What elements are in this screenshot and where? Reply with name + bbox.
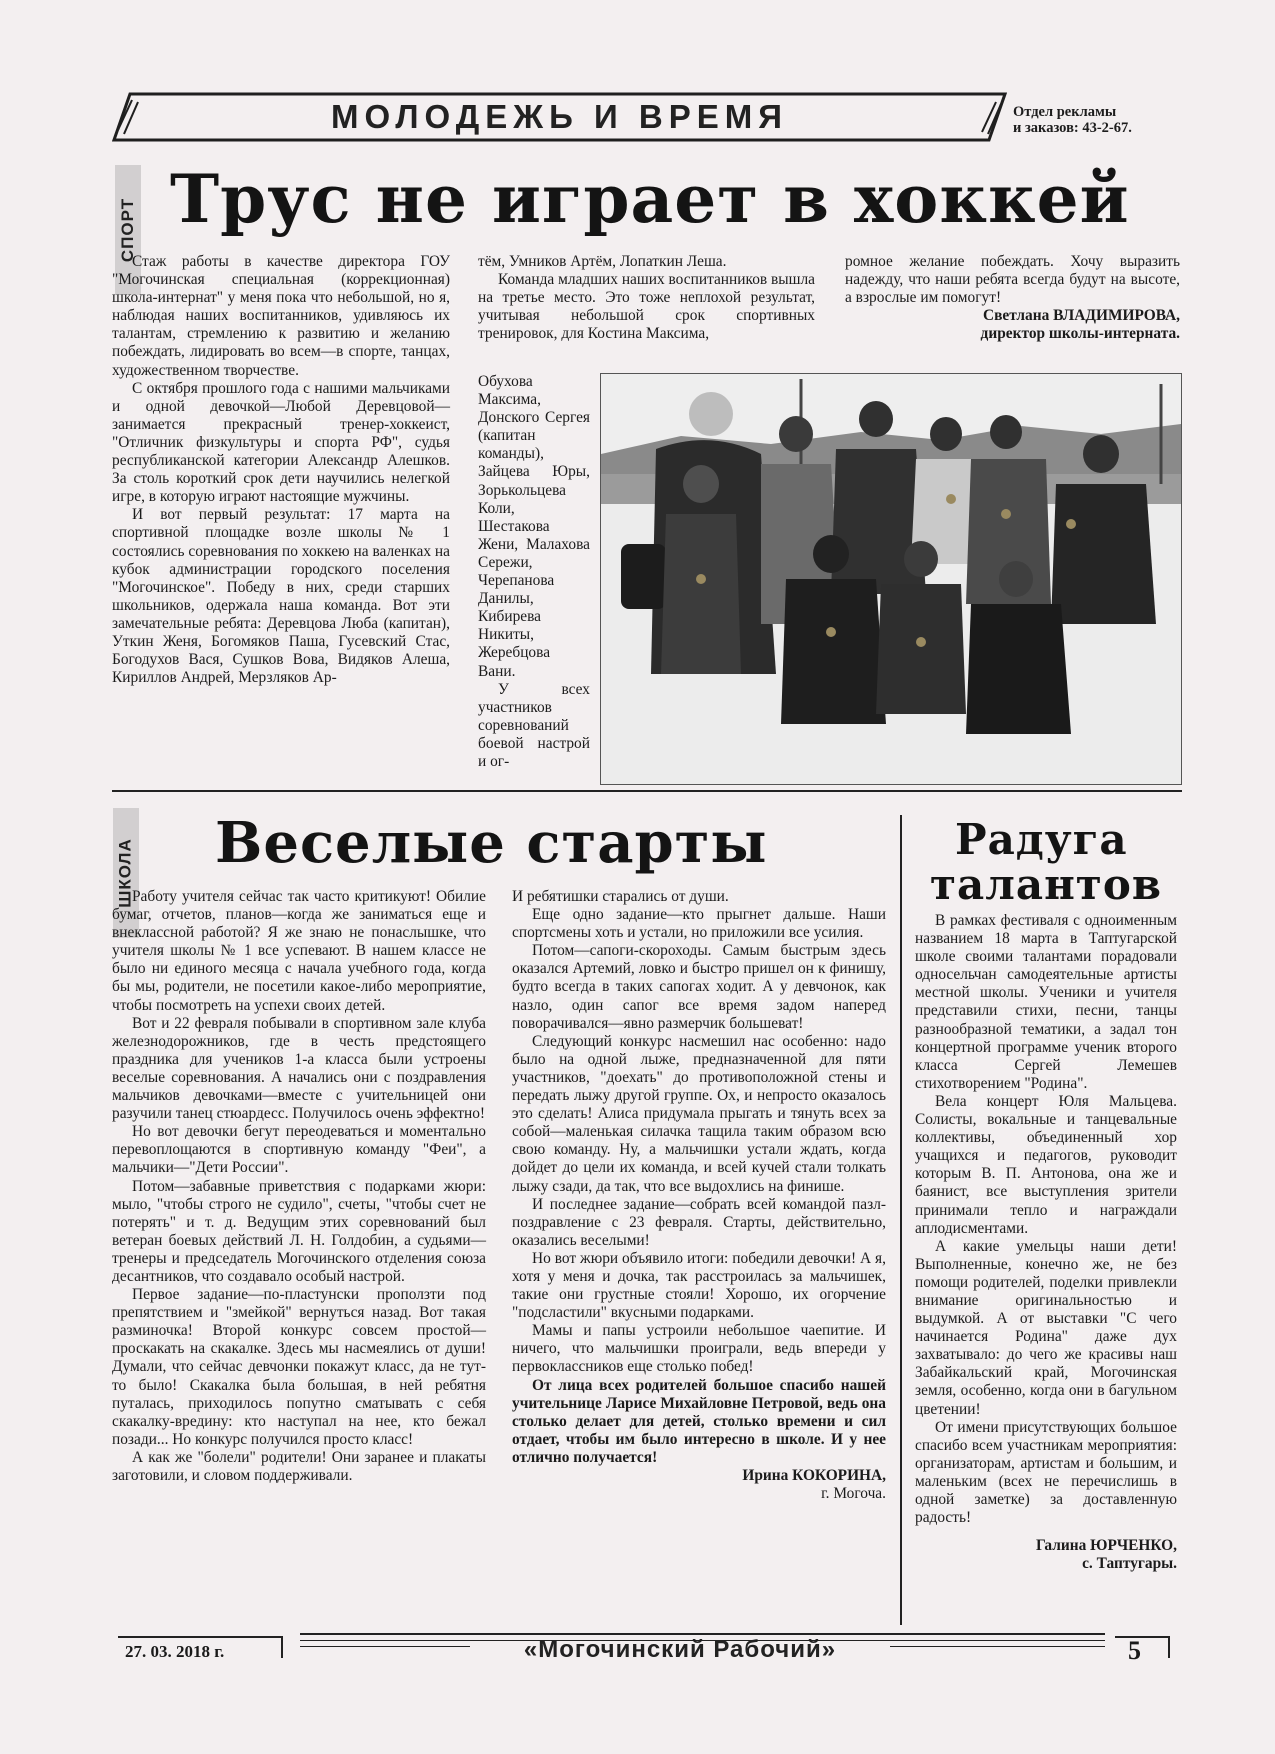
paragraph: И последнее задание—собрать всей командой пазл-поздравление с 23 февраля. Старты, действительно, оказались веселыми! [512, 1195, 886, 1249]
paragraph: В рамках фестиваля с одноименным названием 18 марта в Таптугарской школе своими талантами порадовали односельчан самодеятельные артисты местной школы. Ученики и учителя представили стихи, песни, танцы разнообразной тематики, а задал тон концертной программе ученик второго класса Сергей Лемешев стихотворением "Родина". [915, 912, 1177, 1092]
article1-col2-top [478, 253, 815, 343]
paragraph: И вот первый результат: 17 марта на спортивной площадке возле школы № 1 состоялись соревнования по хоккею на валенках на кубок администрации городского поселения "Могочинское". Победу в них, среди старших школьников, одержала наша команда. Вот эти замечательные ребята: Деревцова Люба (капитан), Уткин Женя, Богомяков Паша, Гусевский Стас, Богодухов Вася, Сушков Вова, Видяков Алеша, Кириллов Андрей, Мерзляков Ар- [112, 506, 450, 687]
footer-rule-mid4 [890, 1646, 1105, 1647]
footer-rule-left [118, 1636, 283, 1638]
section-tag-label: ШКОЛА [116, 838, 135, 908]
paragraph: Следующий конкурс насмешил нас особенно: надо было на одной лыже, предназначенной для пяти участников, "доехать" до противоположной стены и передать лыжу другой группе. Ох, и непросто оказалось это сделать! Алиса придумала прыгать и тянуть всех за собой—маленькая силачка тащила таким образом всю свою команду. Ну, а мальчишки устали ждать, когда дойдет до цели их команда, и всей кучей стали толкать лыжу сзади, да так, что все выдохлись на финише. [512, 1032, 886, 1195]
divider-line [112, 790, 1182, 792]
column-divider [900, 815, 902, 1625]
footer-rule-mid [300, 1633, 1105, 1635]
paragraph: Работу учителя сейчас так часто критикуют! Обилие бумаг, отчетов, планов—когда же заниматься еще и внеклассной работой? Я же знаю не понаслышке, что учителя школы № 1 все успевают. В нашем классе не было ни единого месяца с начала учебного года, когда бы мы, родители, не посетили какое-либо мероприятие, чтобы посмотреть на успехи своих детей. [112, 888, 486, 1014]
paragraph: Стаж работы в качестве директора ГОУ "Могочинская специальная (коррекционная) школа-интернат" у меня пока что небольшой, но я, наблюдая наших воспитанников, удивляюсь их талантам, стремлению к развитию и желанию побеждать, лидировать во всем—в спорте, танцах, художественном творчестве. [112, 253, 450, 379]
signature-place: г. Могоча. [821, 1485, 886, 1503]
signature-name: Галина ЮРЧЕНКО, [1035, 1537, 1177, 1555]
paragraph: Но вот девочки бегут переодеваться и моментально перевоплощаются в спортивную команду "Феи", а мальчики—"Дети России". [112, 1123, 486, 1177]
signature-place: с. Таптугары. [1082, 1555, 1177, 1573]
paragraph: Потом—забавные приветствия с подарками жюри: мыло, "чтобы строго не судило", счеты, "чтобы счет не потерять" и т. д. Ведущим этих соревнований был ветеран боевых действий Л. Н. Голдобин, а судьями—тренеры и председатель Могочинского отделения союза десантников, что создавало особый настрой. [112, 1177, 486, 1285]
footer-page-box-top [1115, 1636, 1170, 1638]
paragraph: Команда младших наших воспитанников вышла на третье место. Это тоже неплохой результат, учитывая небольшой срок спортивных тренировок, для Костина Максима, [478, 271, 815, 343]
section-tag-label: СПОРТ [118, 197, 137, 263]
article1-col3 [845, 253, 1180, 343]
paragraph: Мамы и папы устроили небольшое чаепитие. И ничего, что мальчишки проиграли, ведь впереди у первоклассников еще столько побед! [512, 1322, 886, 1376]
paragraph: А какие умельцы наши дети! Выполненные, конечно же, не без помощи родителей, поделки привлекли внимание оригинальностью и выдумкой. А от выставки "С чего начинается Родина" даже дух захватывало: до чего же красивы наш Забайкальский край, Могочинская земля, особенно, когда они в багульном цветении! [915, 1237, 1177, 1418]
team-photo [600, 373, 1182, 785]
paragraph: тём, Умников Артём, Лопаткин Леша. [478, 253, 727, 270]
article1-headline: Трус не играет в хоккей [170, 160, 1130, 238]
paragraph: Обухова Максима, Донского Сергея (капитан команды), Зайцева Юры, Зорькольцева Коли, Шестакова Жени, Малахова Сережи, Черепанова Данилы, Кибирева Никиты, Жеребцова Вани. [478, 373, 590, 680]
paragraph: У всех участников соревнований боевой настрой и ог- [478, 680, 590, 770]
paragraph: От имени присутствующих большое спасибо всем участникам мероприятия: организаторам, артистам и большим, и маленьким (всех не перечислишь в одной заметке) за доставленную радость! [915, 1418, 1177, 1527]
footer-page-box-side [1168, 1636, 1170, 1658]
signature-name: Ирина КОКОРИНА, [742, 1467, 886, 1484]
article1-col1 [112, 253, 450, 687]
article2-col1 [112, 888, 486, 1485]
article3-col [915, 912, 1177, 1573]
article1-col2-narrow [478, 373, 590, 771]
paragraph: Но вот жюри объявило итоги: победили девочки! А я, хотя у меня и дочка, так расстроилась за мальчишек, такие они грустные стояли! Хорошо, их огорчение "подсластили" вкусными подарками. [512, 1249, 886, 1322]
ad-info [1013, 104, 1183, 136]
footer-rule-left-tick [281, 1636, 283, 1658]
section-title: МОЛОДЕЖЬ И ВРЕМЯ [331, 98, 788, 135]
article2-col2 [512, 888, 886, 1503]
signature-role: директор школы-интерната. [980, 325, 1180, 343]
article3-headline-line2: талантов [930, 860, 1163, 909]
ad-info-line2: и заказов: 43-2-67. [1013, 120, 1132, 136]
thanks-paragraph: От лица всех родителей большое спасибо нашей учительнице Ларисе Михайловне Петровой, ведь она столько делает для детей, столько времени и сил отдает, чтобы им было интересно в школе. И у нее отлично получается! [512, 1376, 886, 1466]
paragraph: Потом—сапоги-скороходы. Самым быстрым здесь оказался Артемий, ловко и быстро пришел он к финишу, будто всегда в таких сапогах ходит. А у девчонок, как назло, один сапог все время задом наперед поворачивался—явно размерчик большеват! [512, 942, 886, 1032]
page-number: 5 [1128, 1636, 1141, 1665]
article2-headline: Веселые старты [215, 810, 768, 876]
signature-name: Светлана ВЛАДИМИРОВА, [982, 307, 1180, 325]
paragraph: Первое задание—по-пластунски проползти под препятствием и "змейкой" вернуться назад. Вот такая разминочка! Второй конкурс совсем простой—проскакать на скакалке. Здесь мы насмеялись от души! Думали, что сейчас девчонки покажут класс, да не тут-то было! Скакалка была большая, в ней ребятня путалась, приходилось попутно сматывать с себя скакалку-вредину: кто наступал на нее, кто бежал позади... Но конкурс получился просто класс! [112, 1286, 486, 1448]
section-banner [112, 92, 1007, 142]
paragraph: Еще одно задание—кто прыгнет дальше. Наши спортсмены хоть и устали, но приложили все усилия. [512, 906, 886, 942]
footer-rule-mid3 [300, 1646, 470, 1647]
paragraph: С октября прошлого года с нашими мальчиками и одной девочкой—Любой Деревцовой—занимается прекрасный тренер-хоккеист, "Отличник физкультуры и спорта РФ", судья республиканской категории Александр Алешков. За столь короткий срок дети научились нелегкой игре, в которую играют настоящие мужчины. [112, 379, 450, 506]
paragraph: Вот и 22 февраля побывали в спортивном зале клуба железнодорожников, где в честь предстоящего праздника для учеников 1-а класса были устроены веселые соревнования. А начались они с поздравления мальчиков девочками—вместе с учительницей они разучили танец стюардесс. Получилось очень эффектно! [112, 1014, 486, 1123]
newspaper-name: «Могочинский Рабочий» [523, 1636, 837, 1663]
article3-headline-line1: Радуга [955, 815, 1128, 864]
paragraph: А как же "болели" родители! Они заранее и плакаты заготовили, и словом поддерживали. [112, 1448, 486, 1484]
issue-date: 27. 03. 2018 г. [125, 1642, 225, 1661]
ad-info-line1: Отдел рекламы [1013, 104, 1117, 120]
paragraph: ромное желание побеждать. Хочу выразить надежду, что наши ребята всегда будут на высоте, а взрослые им помогут! [845, 253, 1180, 307]
paragraph: И ребятишки старались от души. [512, 888, 729, 905]
paragraph: Вела концерт Юля Мальцева. Солисты, вокальные и танцевальные коллективы, объединенный хор учащихся и педагогов, руководит которым В. П. Антонова, она же и баянист, все выступления зрители принимали тепло и награждали аплодисментами. [915, 1092, 1177, 1237]
